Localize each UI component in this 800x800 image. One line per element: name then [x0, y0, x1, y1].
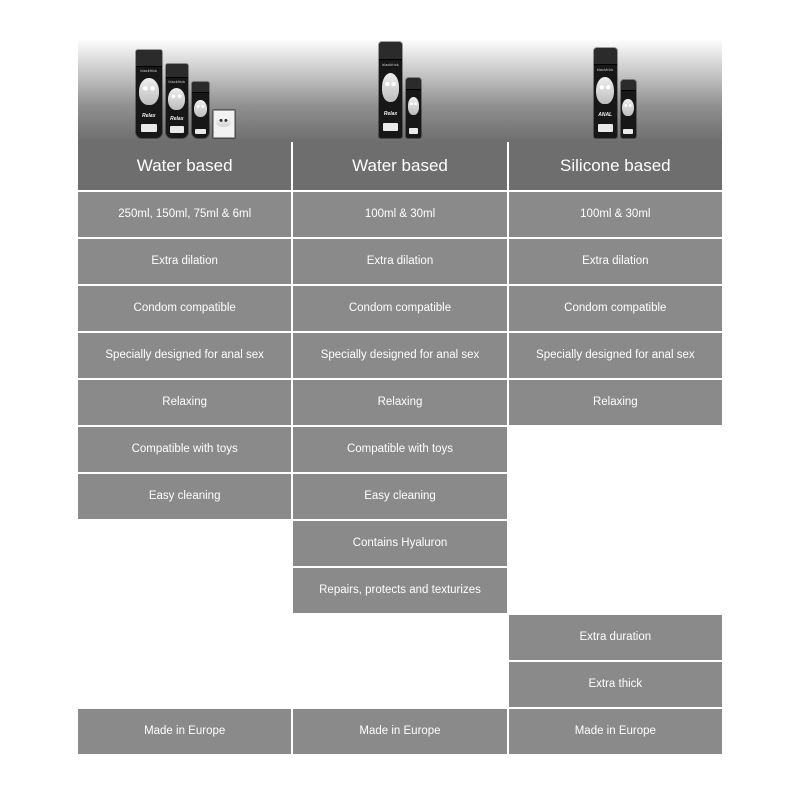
product-image-bottle-100ml	[379, 42, 402, 138]
feature-cell: Repairs, protects and texturizes	[293, 568, 506, 613]
feature-cell-empty	[78, 521, 291, 566]
feature-cell-empty	[509, 474, 722, 519]
feature-cell: Compatible with toys	[293, 427, 506, 472]
feature-column-water-based-bottles	[293, 192, 506, 756]
product-word: Relax	[142, 112, 156, 119]
product-images-water-based-bottles	[293, 16, 508, 142]
feature-cell: Condom compatible	[509, 286, 722, 331]
feature-cell: Relaxing	[509, 380, 722, 425]
product-image-tube-75ml	[192, 82, 209, 138]
mascot-icon	[216, 116, 231, 126]
feature-cell-empty	[509, 568, 722, 613]
product-image-silicone-100ml	[594, 48, 617, 138]
feature-cell: Easy cleaning	[293, 474, 506, 519]
brand-text: blackfrick	[168, 80, 186, 85]
product-images-silicone-based	[507, 16, 722, 142]
mascot-icon	[139, 78, 159, 104]
product-image-tube-150ml	[166, 64, 188, 138]
column-header-row	[78, 142, 722, 190]
feature-cell: Contains Hyaluron	[293, 521, 506, 566]
mascot-icon	[408, 97, 419, 115]
feature-cell: 100ml & 30ml	[293, 192, 506, 237]
cap-shape	[621, 80, 636, 91]
feature-cell: 100ml & 30ml	[509, 192, 722, 237]
label-badge	[170, 126, 184, 133]
feature-cell: Extra dilation	[78, 239, 291, 284]
cap-shape	[192, 82, 209, 93]
brand-text: blackfrick	[596, 67, 614, 72]
feature-cell: Specially designed for anal sex	[293, 333, 506, 378]
feature-cell: Condom compatible	[293, 286, 506, 331]
label-badge	[623, 129, 633, 134]
product-image-row	[78, 16, 722, 142]
feature-cell-empty	[78, 615, 291, 660]
feature-cell-origin: Made in Europe	[293, 709, 506, 754]
feature-cell-empty	[293, 662, 506, 707]
column-header-silicone-based: Silicone based	[560, 156, 671, 175]
cap-shape	[594, 48, 617, 65]
label-badge	[383, 123, 398, 132]
feature-column-silicone-based	[509, 192, 722, 756]
product-image-bottle-30ml	[406, 78, 421, 138]
label-badge	[141, 124, 158, 132]
cap-shape	[136, 50, 162, 67]
column-header-water-based-tubes: Water based	[78, 142, 293, 190]
product-image-tube-250ml	[136, 50, 162, 138]
product-image-silicone-30ml	[621, 80, 636, 138]
brand-text: blackfrick	[382, 63, 399, 68]
feature-cell-origin: Made in Europe	[509, 709, 722, 754]
feature-cell: Specially designed for anal sex	[78, 333, 291, 378]
cap-shape	[406, 78, 421, 90]
feature-cell: Relaxing	[293, 380, 506, 425]
product-image-sachet-6ml	[213, 110, 235, 138]
feature-column-water-based-tubes	[78, 192, 291, 756]
brand-text: blackfrick	[140, 69, 158, 74]
feature-grid	[78, 192, 722, 756]
label-badge	[409, 128, 419, 133]
mascot-icon	[382, 73, 400, 102]
product-word: Relax	[170, 115, 184, 122]
mascot-icon	[622, 99, 633, 116]
cap-shape	[166, 64, 188, 78]
feature-cell: Extra thick	[509, 662, 722, 707]
cap-shape	[379, 42, 402, 60]
feature-cell: Compatible with toys	[78, 427, 291, 472]
column-header-water-based-bottles: Water based	[293, 142, 508, 190]
feature-cell-empty	[293, 615, 506, 660]
product-word: ANAL	[598, 112, 613, 119]
feature-cell-origin: Made in Europe	[78, 709, 291, 754]
feature-cell: Extra dilation	[509, 239, 722, 284]
feature-cell-empty	[509, 521, 722, 566]
mascot-icon	[168, 88, 185, 110]
feature-cell-empty	[509, 427, 722, 472]
mascot-icon	[194, 100, 207, 117]
feature-cell-empty	[78, 568, 291, 613]
feature-cell: Easy cleaning	[78, 474, 291, 519]
product-word: Relax	[383, 110, 398, 117]
label-badge	[598, 124, 613, 132]
label-badge	[195, 129, 206, 134]
feature-cell: Condom compatible	[78, 286, 291, 331]
feature-cell: 250ml, 150ml, 75ml & 6ml	[78, 192, 291, 237]
feature-cell: Specially designed for anal sex	[509, 333, 722, 378]
product-images-water-based-tubes	[78, 16, 293, 142]
feature-cell-empty	[78, 662, 291, 707]
feature-cell: Relaxing	[78, 380, 291, 425]
feature-cell: Extra dilation	[293, 239, 506, 284]
mascot-icon	[596, 77, 614, 104]
feature-cell: Extra duration	[509, 615, 722, 660]
